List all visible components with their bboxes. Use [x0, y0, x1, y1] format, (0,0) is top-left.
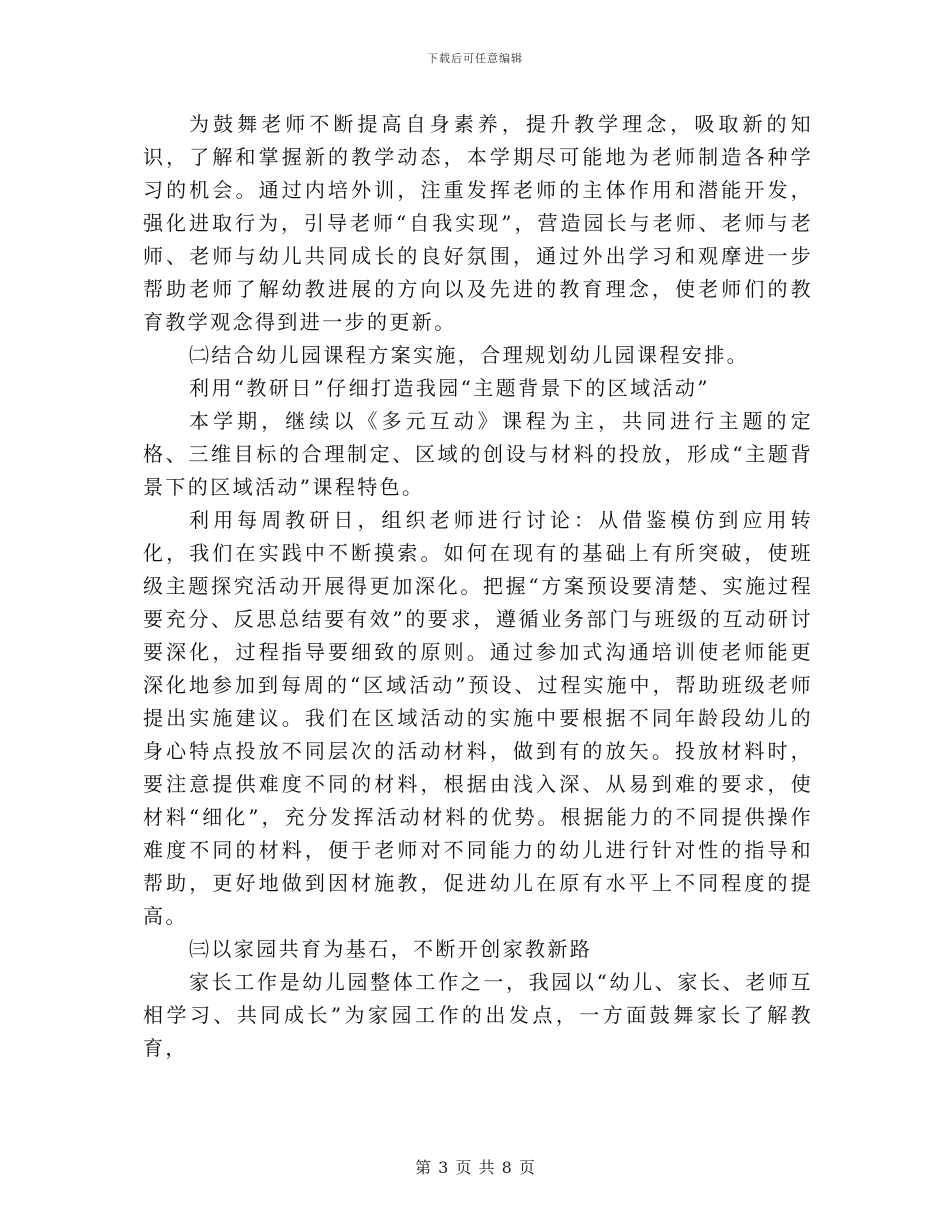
page-header: 下载后可任意编辑	[427, 52, 523, 65]
paragraph-weekly-research: 利用每周教研日，组织老师进行讨论：从借鉴模仿到应用转化，我们在实践中不断摸索。如何在现有的基础上有所突破，使班级主题探究活动开展得更加深化。把握“方案预设要清楚、实施过程要充分、反思总结要有效”的要求，遵循业务部门与班级的互动研讨要深化，过程指导要细致的原则。通过参加式沟通培训使老师能更深化地参加到每周的“区域活动”预设、过程实施中，帮助班级老师提出实施建议。我们在区域活动的实施中要根据不同年龄段幼儿的身心特点投放不同层次的活动材料，做到有的放矢。投放材料时，要注意提供难度不同的材料，根据由浅入深、从易到难的要求，使材料“细化”，充分发挥活动材料的优势。根据能力的不同提供操作难度不同的材料，便于老师对不同能力的幼儿进行针对性的指导和帮助，更好地做到因材施教，促进幼儿在原有水平上不同程度的提高。	[143, 508, 813, 928]
subheading-research-day: 利用“教研日”仔细打造我园“主题背景下的区域活动”	[189, 376, 710, 400]
section-heading-3: ㈢以家园共育为基石，不断开创家教新路	[189, 937, 593, 961]
paragraph-curriculum: 本学期，继续以《多元互动》课程为主，共同进行主题的定格、三维目标的合理制定、区域的创设与材料的投放，形成“主题背景下的区域活动”课程特色。	[143, 409, 813, 499]
page-number: 第 3 页 共 8 页	[415, 1158, 535, 1177]
section-heading-2: ㈡结合幼儿园课程方案实施，合理规划幼儿园课程安排。	[189, 343, 749, 367]
paragraph-parent-work: 家长工作是幼儿园整体工作之一，我园以“幼儿、家长、老师互相学习、共同成长”为家园工作的出发点，一方面鼓舞家长了解教育，	[143, 970, 813, 1060]
paragraph-teacher-training: 为鼓舞老师不断提高自身素养，提升教学理念，吸取新的知识，了解和掌握新的教学动态，本学期尽可能地为老师制造各种学习的机会。通过内培外训，注重发挥老师的主体作用和潜能开发，强化进取行为，引导老师“自我实现”，营造园长与老师、老师与老师、老师与幼儿共同成长的良好氛围，通过外出学习和观摩进一步帮助老师了解幼教进展的方向以及先进的教育理念，使老师们的教育教学观念得到进一步的更新。	[143, 112, 813, 334]
document-body	[143, 108, 813, 1065]
